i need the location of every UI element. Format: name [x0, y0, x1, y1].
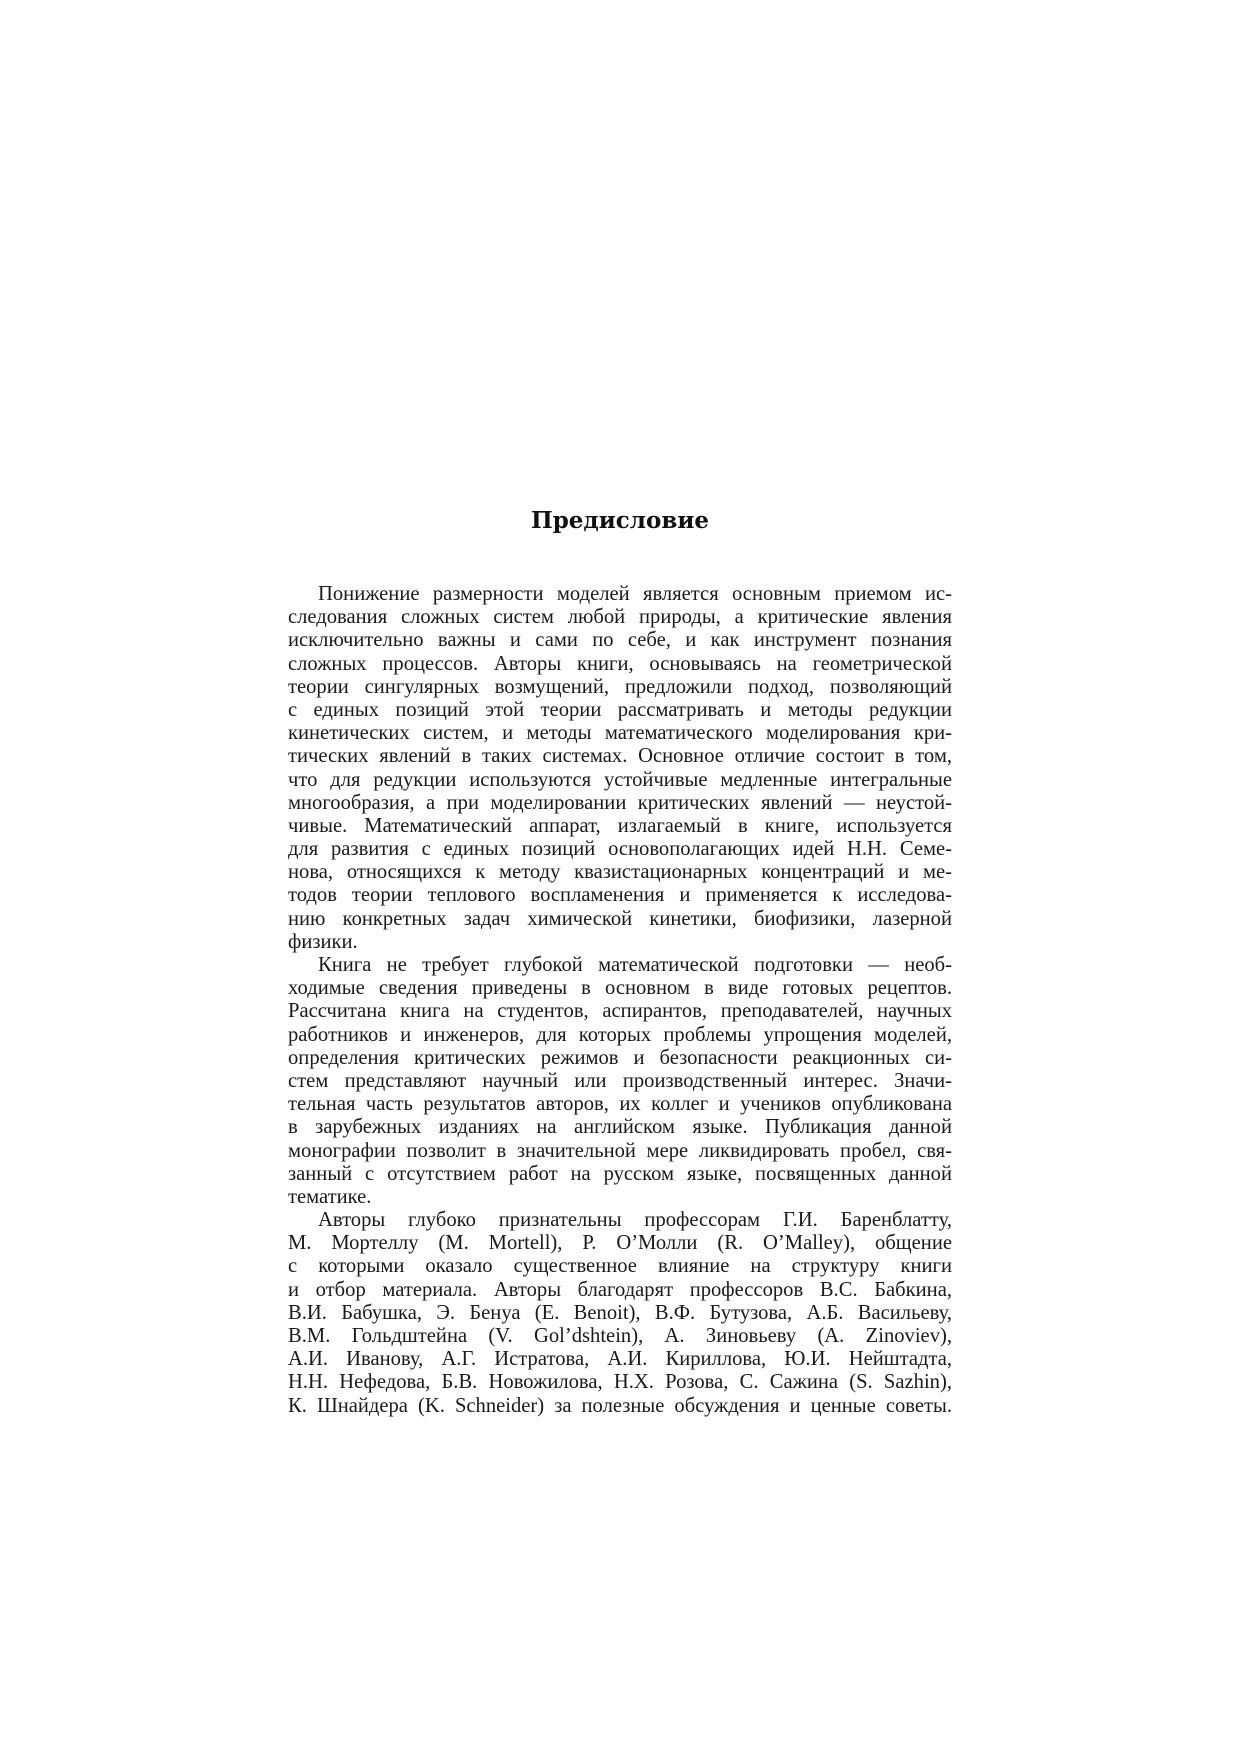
text-line: В.М. Гольдштейна (V. Gol’dshtein), А. Зиновьеву (A. Zinoviev), [288, 1325, 952, 1347]
text-line: сложных процессов. Авторы книги, основываясь на геометрической [288, 652, 952, 675]
text-line: А.И. Иванову, А.Г. Истратова, А.И. Кириллова, Ю.И. Нейштадта, [288, 1348, 952, 1371]
text-line: М. Мортеллу (M. Mortell), Р. О’Молли (R. O’Malley), общение [288, 1232, 952, 1255]
text-line: исключительно важны и сами по себе, и как инструмент познания [288, 629, 952, 652]
text-line: и отбор материала. Авторы благодарят профессоров В.С. Бабкина, [288, 1278, 952, 1301]
text-line: чивые. Математический аппарат, излагаемый в книге, используется [288, 814, 952, 837]
text-line: тематике. [288, 1185, 372, 1208]
text-line: многообразия, а при моделировании критических явлений — неустой- [288, 791, 952, 814]
text-line: нова, относящихся к методу квазистационарных концентраций и ме- [288, 861, 952, 884]
text-line: нию конкретных задач химической кинетики, биофизики, лазерной [288, 907, 952, 930]
text-line: занный с отсутствием работ на русском языке, посвященных данной [288, 1162, 952, 1185]
text-line: тических явлений в таких системах. Основное отличие состоит в том, [288, 745, 952, 768]
text-line: теории сингулярных возмущений, предложили подход, позволяющий [288, 675, 952, 698]
text-line: что для редукции используются устойчивые медленные интегральные [288, 768, 952, 791]
page-title: Предисловие [530, 507, 710, 534]
text-line: Понижение размерности моделей является основным приемом ис- [318, 583, 952, 605]
paragraph-2 [288, 954, 952, 1209]
text-line: ходимые сведения приведены в основном в виде готовых рецептов. [288, 977, 952, 1000]
paragraph-3 [288, 1209, 952, 1418]
text-line: с которыми оказало существенное влияние на структуру книги [288, 1255, 952, 1278]
paragraph-1 [288, 583, 952, 954]
text-line: с единых позиций этой теории рассматривать и методы редукции [288, 698, 952, 721]
text-line: тодов теории теплового воспламенения и применяется к исследова- [288, 884, 952, 907]
text-line: работников и инженеров, для которых проблемы упрощения моделей, [288, 1023, 952, 1046]
text-line: определения критических режимов и безопасности реакционных си- [288, 1046, 952, 1069]
preface-body [288, 583, 952, 1418]
text-line: физики. [288, 930, 358, 953]
text-line: для развития с единых позиций основополагающих идей Н.Н. Семе- [288, 838, 952, 861]
text-line: монографии позволит в значительной мере ликвидировать пробел, свя- [288, 1139, 952, 1162]
text-line: К. Шнайдера (K. Schneider) за полезные обсуждения и ценные советы. [288, 1394, 952, 1417]
text-line: тельная часть результатов авторов, их коллег и учеников опубликована [288, 1093, 952, 1116]
text-line: В.И. Бабушка, Э. Бенуа (E. Benoit), В.Ф. Бутузова, А.Б. Васильеву, [288, 1301, 952, 1324]
text-line: Н.Н. Нефедова, Б.В. Новожилова, Н.Х. Розова, С. Сажина (S. Sazhin), [288, 1371, 952, 1394]
text-line: стем представляют научный или производственный интерес. Значи- [288, 1069, 952, 1092]
text-line: следования сложных систем любой природы, а критические явления [288, 606, 952, 629]
text-line: в зарубежных изданиях на английском языке. Публикация данной [288, 1116, 952, 1139]
text-line: Авторы глубоко признательны профессорам Г.И. Баренблатту, [318, 1209, 952, 1232]
text-line: Книга не требует глубокой математической подготовки — необ- [318, 954, 952, 976]
text-line: Рассчитана книга на студентов, аспирантов, преподавателей, научных [288, 1000, 952, 1023]
text-line: кинетических систем, и методы математического моделирования кри- [288, 722, 952, 745]
